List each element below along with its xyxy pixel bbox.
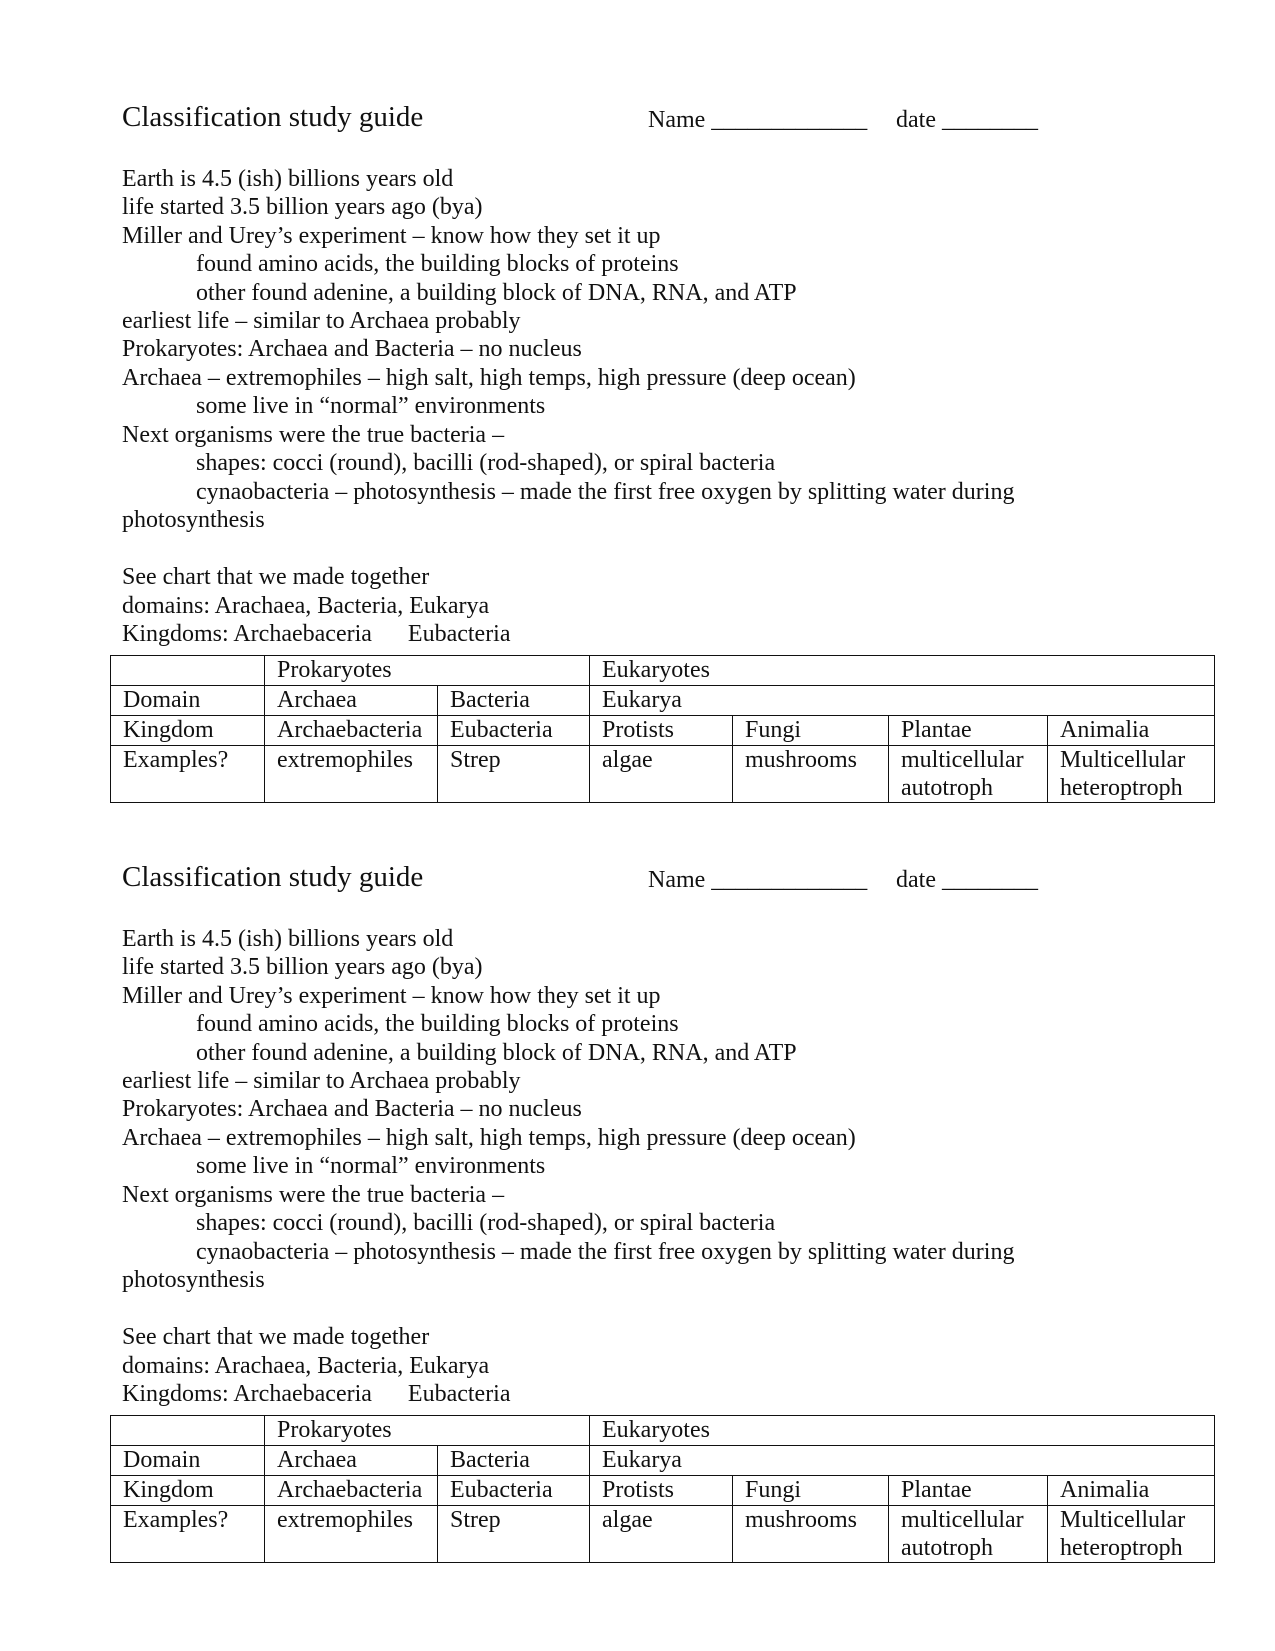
note-line: See chart that we made together [122, 564, 430, 590]
table-cell: Plantae [889, 1476, 1048, 1506]
note-line-indented: other found adenine, a building block of DNA, RNA, and ATP [196, 1040, 797, 1066]
page-title: Classification study guide [122, 861, 424, 893]
table-cell: Kingdom [111, 716, 265, 746]
table-cell: Eukaryotes [590, 656, 1215, 686]
note-line: Earth is 4.5 (ish) billions years old [122, 926, 454, 952]
table-cell: Kingdom [111, 1476, 265, 1506]
classification-table [110, 655, 1215, 803]
table-cell: Eukaryotes [590, 1416, 1215, 1446]
note-line: photosynthesis [122, 1267, 265, 1293]
table-cell: Multicellular heteroptroph [1048, 1506, 1215, 1563]
table-cell: algae [590, 1506, 733, 1563]
table-cell: Archaebacteria [265, 716, 438, 746]
table-cell: Fungi [733, 1476, 889, 1506]
table-cell: Domain [111, 1446, 265, 1476]
table-cell: Eubacteria [438, 1476, 590, 1506]
table-cell: Animalia [1048, 716, 1215, 746]
note-line: Miller and Urey’s experiment – know how they set it up [122, 223, 661, 249]
note-line-indented: cynaobacteria – photosynthesis – made the first free oxygen by splitting water during [196, 479, 1015, 505]
date-field: date ________ [896, 107, 1038, 133]
table-row [111, 716, 1215, 746]
note-line: photosynthesis [122, 507, 265, 533]
name-field: Name _____________ [648, 867, 868, 893]
note-line-indented: other found adenine, a building block of DNA, RNA, and ATP [196, 280, 797, 306]
table-cell: Archaea [265, 686, 438, 716]
note-line: Prokaryotes: Archaea and Bacteria – no nucleus [122, 336, 582, 362]
table-cell: Eukarya [590, 1446, 1215, 1476]
table-row [111, 1476, 1215, 1506]
table-cell: extremophiles [265, 746, 438, 803]
table-cell [111, 656, 265, 686]
note-line: domains: Arachaea, Bacteria, Eukarya [122, 593, 490, 619]
note-line-indented: some live in “normal” environments [196, 1153, 546, 1179]
note-line-indented: shapes: cocci (round), bacilli (rod-shaped), or spiral bacteria [196, 1210, 776, 1236]
table-cell: algae [590, 746, 733, 803]
table-cell: Protists [590, 1476, 733, 1506]
table-row [111, 1446, 1215, 1476]
table-cell: Bacteria [438, 686, 590, 716]
table-cell [111, 1416, 265, 1446]
table-cell: mushrooms [733, 746, 889, 803]
table-cell: Strep [438, 1506, 590, 1563]
table-cell: Multicellular heteroptroph [1048, 746, 1215, 803]
note-line: earliest life – similar to Archaea probably [122, 1068, 521, 1094]
note-line-indented: shapes: cocci (round), bacilli (rod-shaped), or spiral bacteria [196, 450, 776, 476]
table-row [111, 1416, 1215, 1446]
note-line: domains: Arachaea, Bacteria, Eukarya [122, 1353, 490, 1379]
classification-table [110, 1415, 1215, 1563]
table-cell: multicellular autotroph [889, 746, 1048, 803]
table-cell: Eukarya [590, 686, 1215, 716]
table-cell: Examples? [111, 746, 265, 803]
note-line-indented: found amino acids, the building blocks of proteins [196, 251, 679, 277]
table-cell: Animalia [1048, 1476, 1215, 1506]
note-line: Archaea – extremophiles – high salt, high temps, high pressure (deep ocean) [122, 365, 856, 391]
table-cell: mushrooms [733, 1506, 889, 1563]
table-row [111, 746, 1215, 803]
note-line: Archaea – extremophiles – high salt, high temps, high pressure (deep ocean) [122, 1125, 856, 1151]
table-cell: Strep [438, 746, 590, 803]
table-cell: Prokaryotes [265, 1416, 590, 1446]
table-cell: Domain [111, 686, 265, 716]
table-row [111, 686, 1215, 716]
table-row [111, 656, 1215, 686]
note-line: life started 3.5 billion years ago (bya) [122, 954, 483, 980]
note-line: Miller and Urey’s experiment – know how they set it up [122, 983, 661, 1009]
table-cell: Prokaryotes [265, 656, 590, 686]
table-cell: Archaebacteria [265, 1476, 438, 1506]
table-cell: extremophiles [265, 1506, 438, 1563]
table-cell: multicellular autotroph [889, 1506, 1048, 1563]
table-cell: Protists [590, 716, 733, 746]
note-line: Kingdoms: Archaebaceria Eubacteria [122, 1381, 511, 1407]
note-line: earliest life – similar to Archaea probably [122, 308, 521, 334]
table-cell: Fungi [733, 716, 889, 746]
note-line: life started 3.5 billion years ago (bya) [122, 194, 483, 220]
date-field: date ________ [896, 867, 1038, 893]
note-line: Kingdoms: Archaebaceria Eubacteria [122, 621, 511, 647]
note-line-indented: found amino acids, the building blocks of proteins [196, 1011, 679, 1037]
table-row [111, 1506, 1215, 1563]
table-cell: Plantae [889, 716, 1048, 746]
note-line-indented: some live in “normal” environments [196, 393, 546, 419]
note-line: Next organisms were the true bacteria – [122, 422, 505, 448]
name-field: Name _____________ [648, 107, 868, 133]
table-cell: Bacteria [438, 1446, 590, 1476]
note-line: Prokaryotes: Archaea and Bacteria – no nucleus [122, 1096, 582, 1122]
note-line: See chart that we made together [122, 1324, 430, 1350]
table-cell: Examples? [111, 1506, 265, 1563]
note-line-indented: cynaobacteria – photosynthesis – made the first free oxygen by splitting water during [196, 1239, 1015, 1265]
table-cell: Eubacteria [438, 716, 590, 746]
page-title: Classification study guide [122, 101, 424, 133]
note-line: Next organisms were the true bacteria – [122, 1182, 505, 1208]
table-cell: Archaea [265, 1446, 438, 1476]
note-line: Earth is 4.5 (ish) billions years old [122, 166, 454, 192]
